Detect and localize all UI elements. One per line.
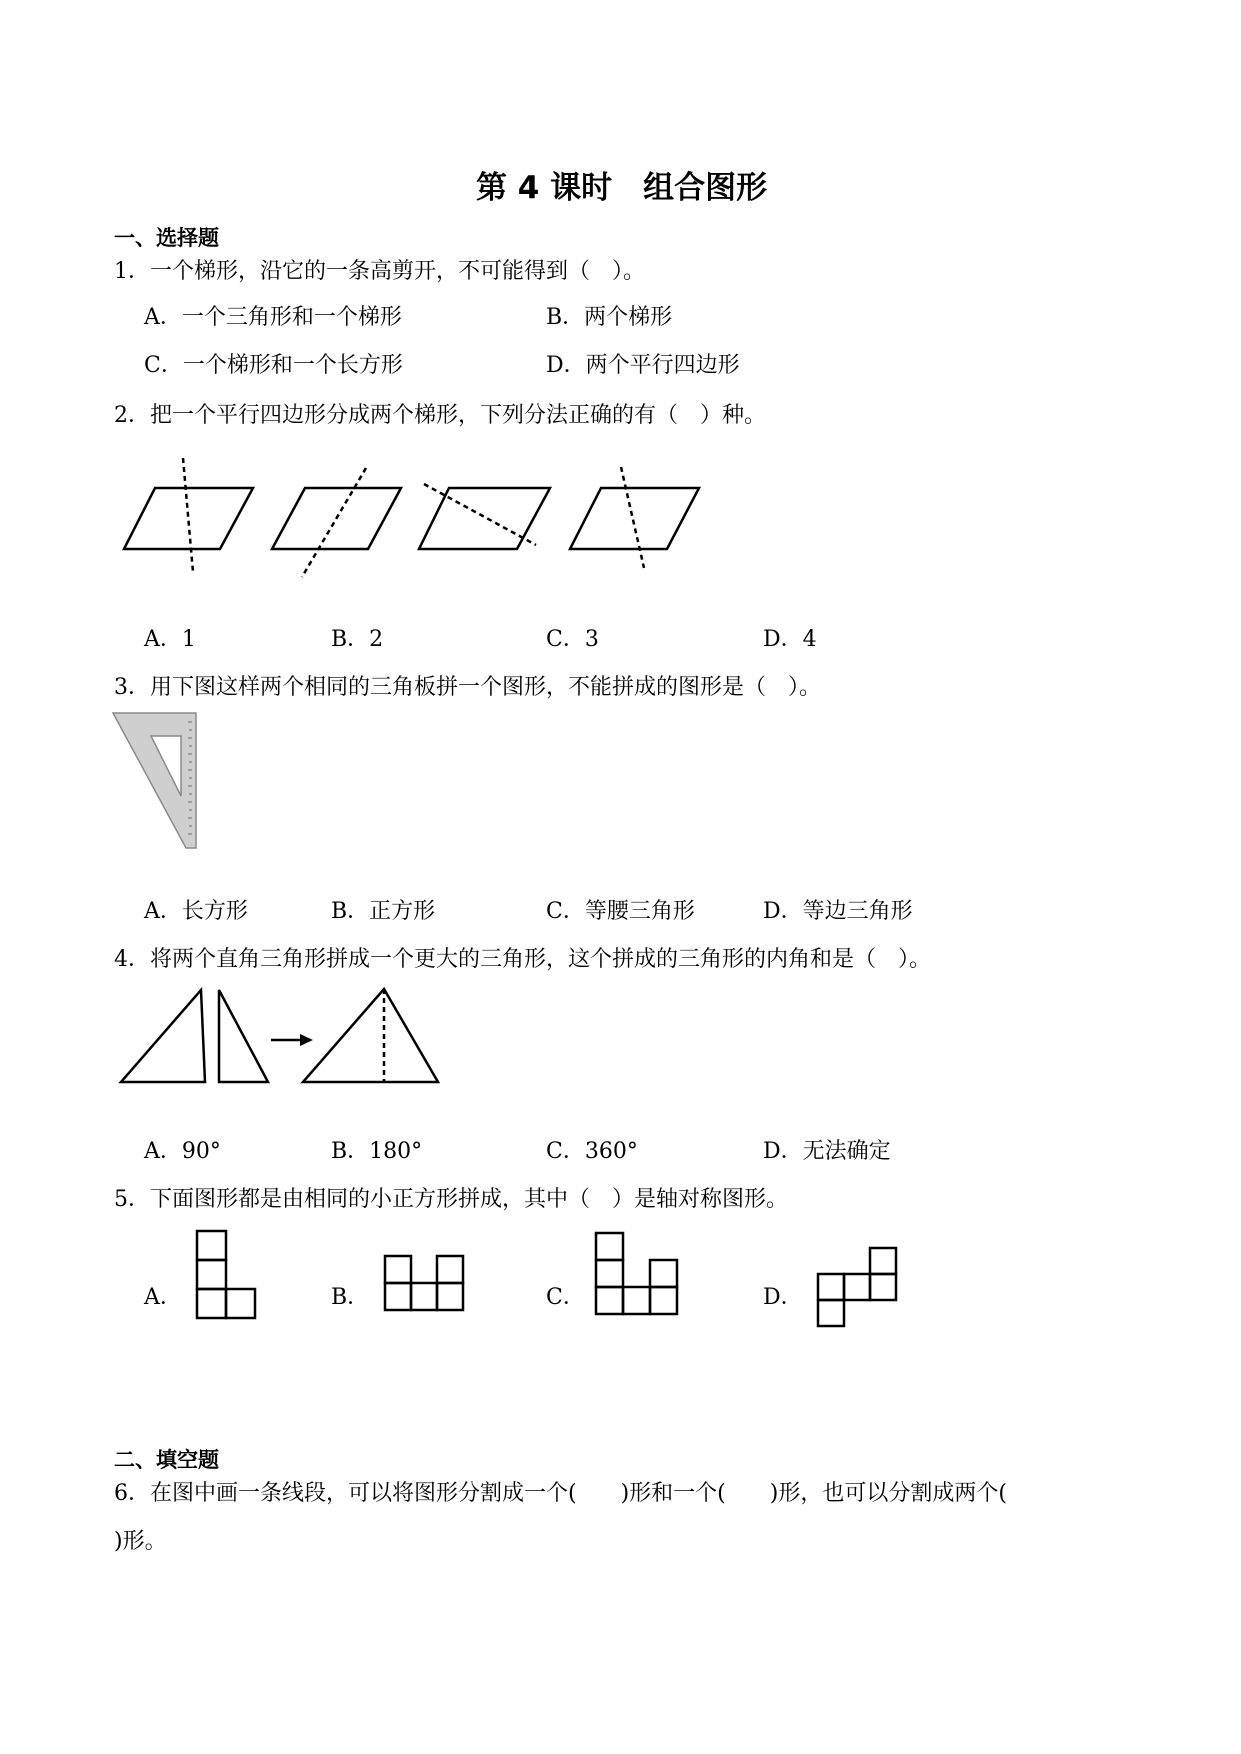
question-2-option-c[interactable]: C．3 xyxy=(546,627,599,652)
question-4-option-a[interactable]: A．90° xyxy=(144,1139,221,1164)
squares-figure-c xyxy=(596,1233,677,1314)
question-4-text: 4．将两个直角三角形拼成一个更大的三角形，这个拼成的三角形的内角和是（ ）。 xyxy=(114,947,931,972)
question-5-option-d[interactable]: D． xyxy=(763,1285,803,1310)
question-6-text-line1: 6．在图中画一条线段，可以将图形分割成一个( )形和一个( )形，也可以分割成两个( xyxy=(114,1481,1007,1506)
question-5-option-b[interactable]: B． xyxy=(331,1285,370,1310)
question-4-option-b[interactable]: B．180° xyxy=(331,1139,423,1164)
question-1-option-b[interactable]: B．两个梯形 xyxy=(546,305,673,330)
question-2-option-d[interactable]: D．4 xyxy=(763,627,817,652)
question-4-option-c[interactable]: C．360° xyxy=(546,1139,638,1164)
squares-figure-a xyxy=(197,1231,255,1318)
page-title: 第 4 课时 组合图形 xyxy=(476,170,768,206)
question-1-option-c[interactable]: C．一个梯形和一个长方形 xyxy=(144,353,403,378)
question-3-option-d[interactable]: D．等边三角形 xyxy=(763,899,913,924)
question-3-option-b[interactable]: B．正方形 xyxy=(331,899,436,924)
question-6-text-line2: )形。 xyxy=(114,1529,167,1554)
question-2-option-a[interactable]: A．1 xyxy=(144,627,196,652)
section-heading-choice: 一、选择题 xyxy=(114,226,219,250)
question-3-text: 3．用下图这样两个相同的三角板拼一个图形，不能拼成的图形是（ ）。 xyxy=(114,675,821,700)
question-5-option-a[interactable]: A． xyxy=(144,1285,182,1310)
squares-figure-b xyxy=(385,1256,463,1310)
section-heading-fill: 二、填空题 xyxy=(114,1448,219,1472)
question-3-option-c[interactable]: C．等腰三角形 xyxy=(546,899,695,924)
question-3-option-a[interactable]: A．长方形 xyxy=(144,899,248,924)
squares-figure-d xyxy=(818,1248,896,1326)
question-2-option-b[interactable]: B．2 xyxy=(331,627,384,652)
question-5-text: 5．下面图形都是由相同的小正方形拼成，其中（ ）是轴对称图形。 xyxy=(114,1187,788,1212)
question-4-option-d[interactable]: D．无法确定 xyxy=(763,1139,891,1164)
question-1-option-d[interactable]: D．两个平行四边形 xyxy=(546,353,740,378)
question-1-text: 1．一个梯形，沿它的一条高剪开，不可能得到（ ）。 xyxy=(114,259,645,284)
question-5-option-c[interactable]: C． xyxy=(546,1285,585,1310)
question-1-option-a[interactable]: A．一个三角形和一个梯形 xyxy=(144,305,402,330)
question-2-text: 2．把一个平行四边形分成两个梯形，下列分法正确的有（ ）种。 xyxy=(114,403,766,428)
